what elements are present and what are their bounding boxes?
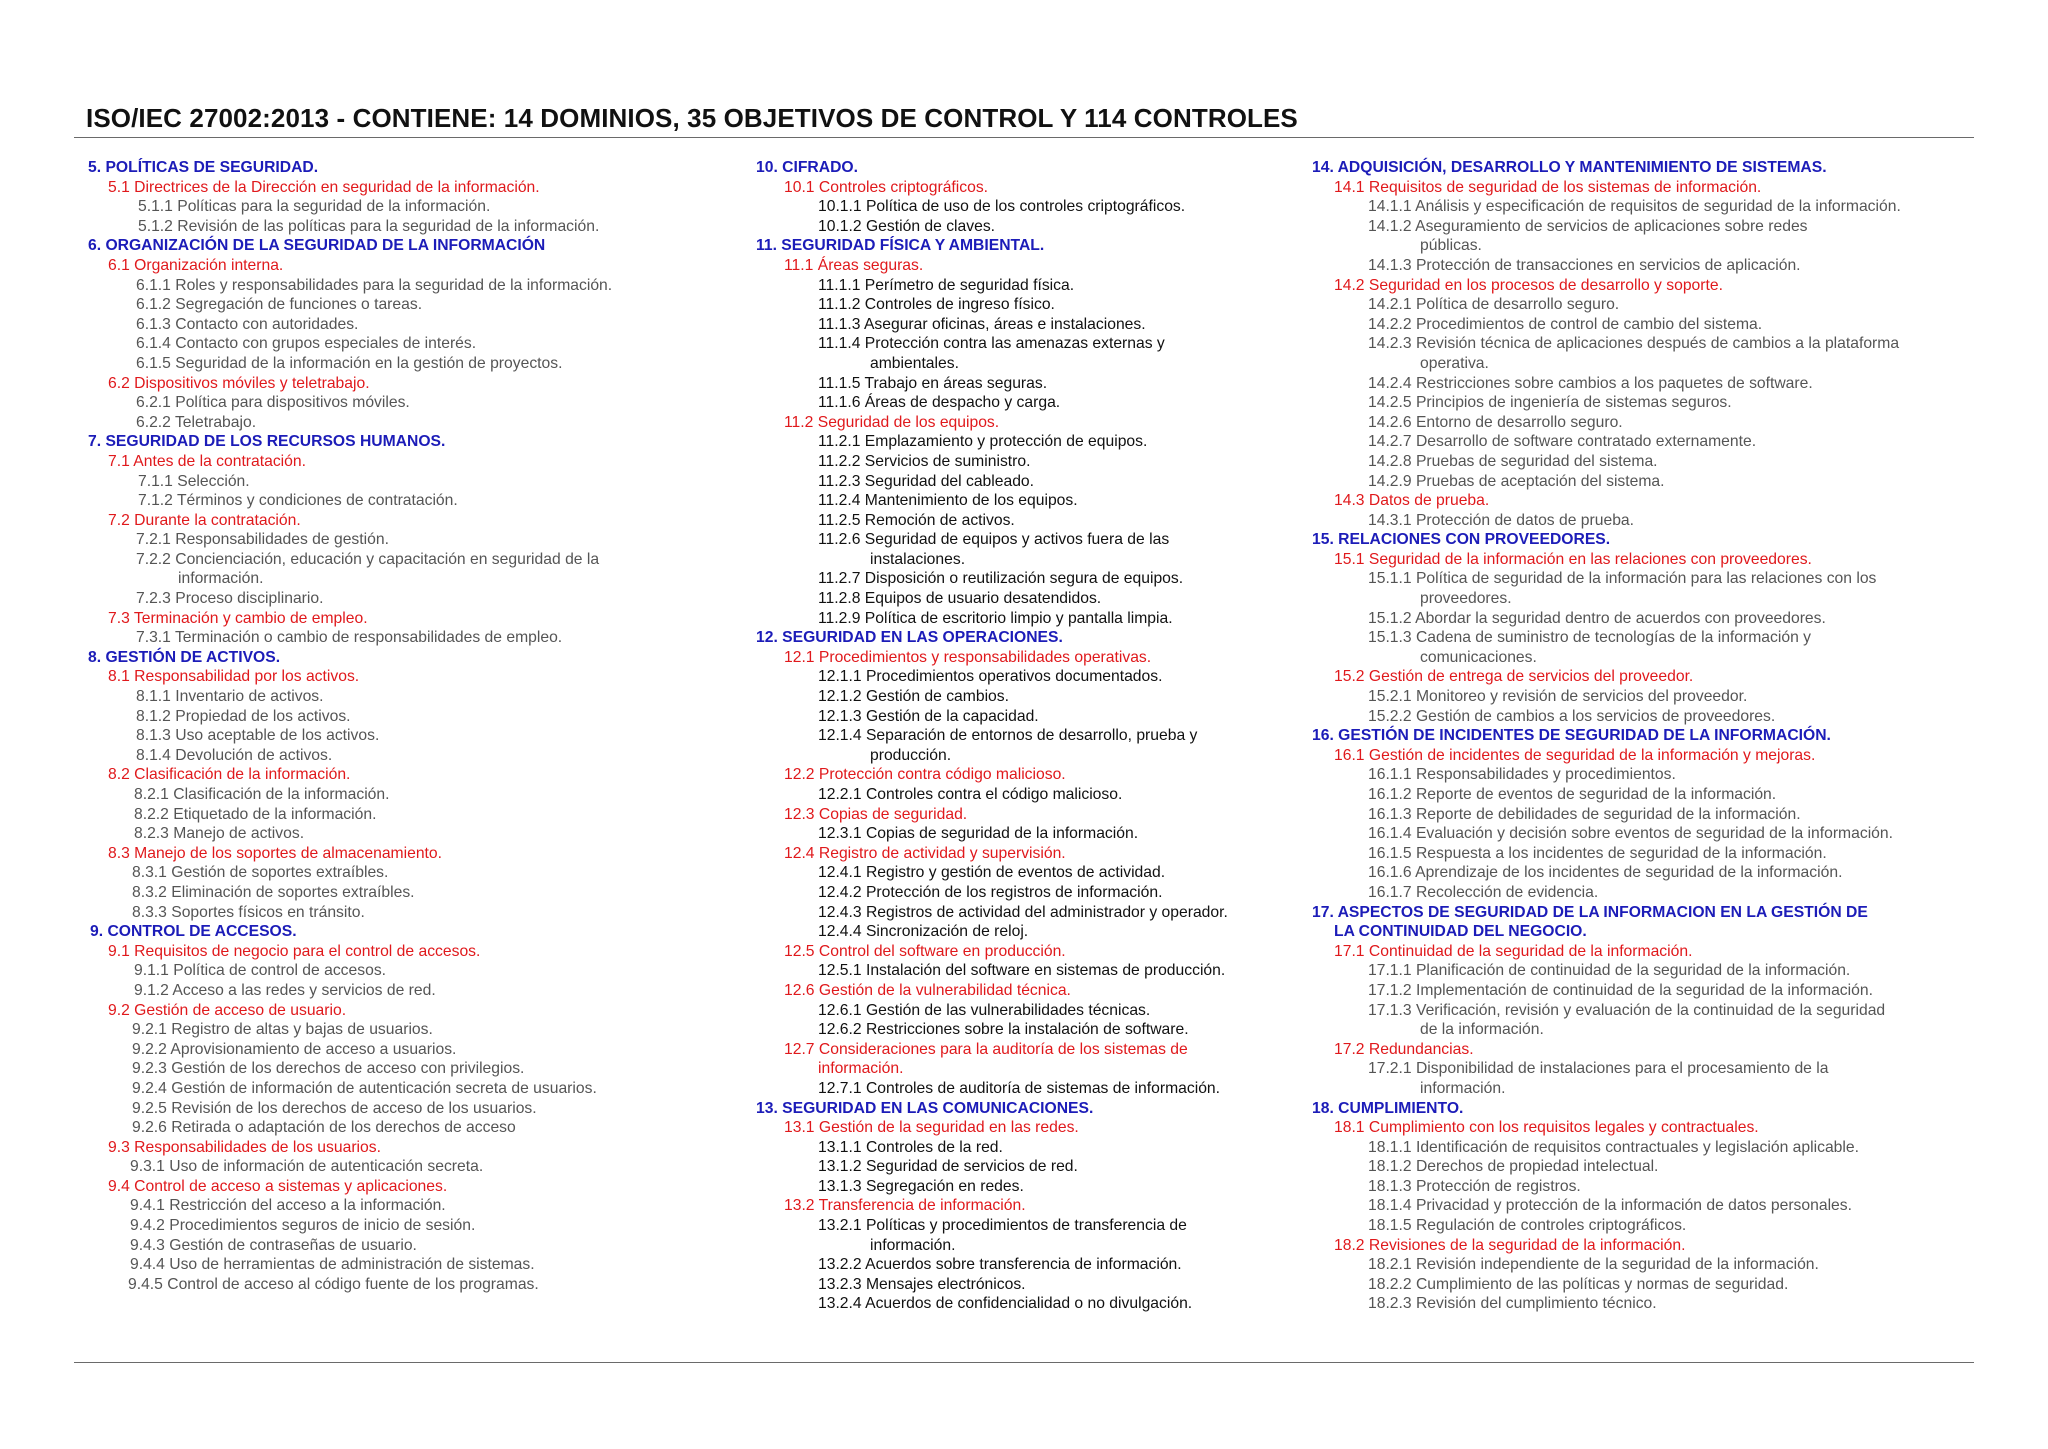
control-item: 14.2.1 Política de desarrollo seguro. bbox=[1368, 296, 1620, 314]
control-item: 7.2.2 Concienciación, educación y capacitación en seguridad de la bbox=[136, 550, 600, 568]
control-item: 14.2.4 Restricciones sobre cambios a los paquetes de software. bbox=[1368, 374, 1813, 392]
domain-heading: 11. SEGURIDAD FÍSICA Y AMBIENTAL. bbox=[756, 237, 1045, 255]
objective-heading: información. bbox=[818, 1060, 904, 1078]
objective-heading: 14.1 Requisitos de seguridad de los sistemas de información. bbox=[1334, 178, 1762, 196]
control-item: 12.1.3 Gestión de la capacidad. bbox=[818, 707, 1039, 725]
control-item: 14.2.9 Pruebas de aceptación del sistema. bbox=[1368, 472, 1665, 490]
control-item: 7.2.1 Responsabilidades de gestión. bbox=[136, 531, 389, 549]
control-item: 12.4.1 Registro y gestión de eventos de actividad. bbox=[818, 864, 1166, 882]
control-item: 12.5.1 Instalación del software en sistemas de producción. bbox=[818, 962, 1226, 980]
objective-heading: 18.1 Cumplimiento con los requisitos legales y contractuales. bbox=[1334, 1119, 1759, 1137]
control-item: 16.1.2 Reporte de eventos de seguridad de la información. bbox=[1368, 786, 1777, 803]
objective-heading: 12.2 Protección contra código malicioso. bbox=[784, 766, 1066, 784]
control-item: 14.1.2 Aseguramiento de servicios de aplicaciones sobre redes bbox=[1368, 217, 1808, 235]
objective-heading: 13.2 Transferencia de información. bbox=[784, 1197, 1026, 1215]
control-item: 8.3.3 Soportes físicos en tránsito. bbox=[132, 903, 365, 921]
control-item: 13.2.1 Políticas y procedimientos de transferencia de bbox=[818, 1217, 1187, 1235]
control-item: 11.2.6 Seguridad de equipos y activos fuera de las bbox=[818, 531, 1170, 549]
control-item: 6.1.3 Contacto con autoridades. bbox=[136, 315, 359, 333]
control-item: 18.1.4 Privacidad y protección de la información de datos personales. bbox=[1368, 1197, 1852, 1215]
control-item: 14.1.3 Protección de transacciones en servicios de aplicación. bbox=[1368, 256, 1801, 274]
domain-heading: 6. ORGANIZACIÓN DE LA SEGURIDAD DE LA INFORMACIÓN bbox=[88, 237, 546, 255]
control-item: 11.2.8 Equipos de usuario desatendidos. bbox=[818, 590, 1102, 608]
control-item: operativa. bbox=[1420, 354, 1489, 372]
control-item: 15.2.2 Gestión de cambios a los servicios de proveedores. bbox=[1368, 707, 1776, 725]
control-item: 16.1.3 Reporte de debilidades de seguridad de la información. bbox=[1368, 805, 1801, 823]
objective-heading: 9.4 Control de acceso a sistemas y aplicaciones. bbox=[108, 1177, 448, 1195]
control-item: producción. bbox=[870, 746, 952, 764]
control-item: 9.2.1 Registro de altas y bajas de usuarios. bbox=[132, 1021, 433, 1039]
control-item: 10.1.2 Gestión de claves. bbox=[818, 217, 996, 235]
control-item: 11.1.2 Controles de ingreso físico. bbox=[818, 296, 1055, 314]
objective-heading: 16.1 Gestión de incidentes de seguridad de la información y mejoras. bbox=[1334, 746, 1816, 764]
objective-heading: 8.3 Manejo de los soportes de almacenamiento. bbox=[108, 844, 442, 862]
domain-heading: 16. GESTIÓN DE INCIDENTES DE SEGURIDAD DE LA INFORMACIÓN. bbox=[1312, 727, 1831, 745]
control-item: 15.1.1 Política de seguridad de la información para las relaciones con los bbox=[1368, 570, 1877, 588]
control-item: ambientales. bbox=[870, 354, 959, 372]
bottom-divider bbox=[74, 1362, 1974, 1363]
domain-heading: 18. CUMPLIMIENTO. bbox=[1312, 1099, 1464, 1117]
control-item: 11.1.3 Asegurar oficinas, áreas e instalaciones. bbox=[818, 315, 1146, 333]
domain-heading: 5. POLÍTICAS DE SEGURIDAD. bbox=[88, 159, 319, 176]
control-item: 6.2.1 Política para dispositivos móviles. bbox=[136, 394, 410, 412]
domain-heading: 8. GESTIÓN DE ACTIVOS. bbox=[88, 648, 281, 666]
control-item: 14.3.1 Protección de datos de prueba. bbox=[1368, 511, 1635, 529]
control-item: 17.1.1 Planificación de continuidad de la seguridad de la información. bbox=[1368, 962, 1851, 980]
control-item: 12.4.2 Protección de los registros de información. bbox=[818, 883, 1163, 901]
control-item: proveedores. bbox=[1420, 590, 1512, 608]
top-divider bbox=[74, 137, 1974, 138]
control-item: 8.1.3 Uso aceptable de los activos. bbox=[136, 727, 380, 745]
objective-heading: 7.1 Antes de la contratación. bbox=[108, 452, 306, 470]
control-item: 18.2.1 Revisión independiente de la seguridad de la información. bbox=[1368, 1256, 1819, 1274]
control-item: 18.1.2 Derechos de propiedad intelectual. bbox=[1368, 1158, 1659, 1176]
control-item: de la información. bbox=[1420, 1021, 1544, 1039]
objective-heading: 13.1 Gestión de la seguridad en las redes. bbox=[784, 1119, 1079, 1137]
objective-heading: 7.3 Terminación y cambio de empleo. bbox=[108, 609, 368, 627]
control-item: 9.4.4 Uso de herramientas de administración de sistemas. bbox=[130, 1256, 535, 1274]
control-item: 12.7.1 Controles de auditoría de sistemas de información. bbox=[818, 1079, 1220, 1097]
objective-heading: 11.1 Áreas seguras. bbox=[784, 256, 924, 274]
control-item: 11.2.5 Remoción de activos. bbox=[818, 511, 1015, 529]
control-item: 6.1.1 Roles y responsabilidades para la seguridad de la información. bbox=[136, 276, 613, 294]
control-item: 11.2.7 Disposición o reutilización segura de equipos. bbox=[818, 570, 1184, 588]
control-item: 14.2.5 Principios de ingeniería de sistemas seguros. bbox=[1368, 394, 1732, 412]
objective-heading: 17.2 Redundancias. bbox=[1334, 1040, 1474, 1058]
control-item: 12.1.1 Procedimientos operativos documentados. bbox=[818, 668, 1163, 686]
objective-heading: 15.2 Gestión de entrega de servicios del proveedor. bbox=[1334, 668, 1694, 686]
control-item: 15.1.3 Cadena de suministro de tecnologías de la información y bbox=[1368, 629, 1812, 647]
objective-heading: 5.1 Directrices de la Dirección en seguridad de la información. bbox=[108, 178, 540, 196]
control-item: 8.3.1 Gestión de soportes extraíbles. bbox=[132, 864, 389, 882]
domain-heading: 9. CONTROL DE ACCESOS. bbox=[90, 923, 297, 941]
domain-heading: 15. RELACIONES CON PROVEEDORES. bbox=[1312, 531, 1611, 549]
objective-heading: 15.1 Seguridad de la información en las relaciones con proveedores. bbox=[1334, 550, 1812, 568]
control-item: 15.2.1 Monitoreo y revisión de servicios del proveedor. bbox=[1368, 688, 1748, 706]
control-item: 9.4.2 Procedimientos seguros de inicio de sesión. bbox=[130, 1217, 476, 1235]
control-item: 14.2.2 Procedimientos de control de cambio del sistema. bbox=[1368, 315, 1763, 333]
control-item: 18.1.5 Regulación de controles criptográficos. bbox=[1368, 1217, 1687, 1235]
objective-heading: 12.3 Copias de seguridad. bbox=[784, 805, 968, 823]
control-item: 18.2.3 Revisión del cumplimiento técnico. bbox=[1368, 1295, 1657, 1313]
objective-heading: 12.7 Consideraciones para la auditoría de los sistemas de bbox=[784, 1040, 1188, 1058]
control-item: 12.1.4 Separación de entornos de desarrollo, prueba y bbox=[818, 727, 1198, 745]
control-item: 9.2.5 Revisión de los derechos de acceso de los usuarios. bbox=[132, 1099, 537, 1117]
control-item: públicas. bbox=[1420, 237, 1482, 255]
control-item: 8.1.2 Propiedad de los activos. bbox=[136, 707, 351, 725]
control-item: 13.2.4 Acuerdos de confidencialidad o no divulgación. bbox=[818, 1295, 1193, 1313]
control-item: 7.1.1 Selección. bbox=[138, 472, 250, 490]
objective-heading: 8.2 Clasificación de la información. bbox=[108, 766, 351, 784]
domain-heading: 10. CIFRADO. bbox=[756, 159, 858, 176]
control-item: 9.1.2 Acceso a las redes y servicios de red. bbox=[134, 981, 436, 999]
control-item: 12.6.1 Gestión de las vulnerabilidades técnicas. bbox=[818, 1001, 1151, 1019]
control-item: 16.1.4 Evaluación y decisión sobre eventos de seguridad de la información. bbox=[1368, 825, 1893, 843]
control-item: información. bbox=[1420, 1079, 1506, 1097]
objective-heading: 12.1 Procedimientos y responsabilidades operativas. bbox=[784, 648, 1152, 666]
objective-heading: 12.5 Control del software en producción. bbox=[784, 942, 1066, 960]
control-item: 13.2.3 Mensajes electrónicos. bbox=[818, 1275, 1026, 1293]
objective-heading: 12.6 Gestión de la vulnerabilidad técnica. bbox=[784, 981, 1071, 999]
control-item: 12.4.3 Registros de actividad del administrador y operador. bbox=[818, 903, 1228, 921]
control-item: 6.1.2 Segregación de funciones o tareas. bbox=[136, 296, 423, 314]
objective-heading: 9.1 Requisitos de negocio para el control de accesos. bbox=[108, 942, 481, 960]
control-item: 11.1.4 Protección contra las amenazas externas y bbox=[818, 335, 1165, 353]
control-item: 13.1.3 Segregación en redes. bbox=[818, 1177, 1024, 1195]
control-item: 16.1.7 Recolección de evidencia. bbox=[1368, 883, 1599, 901]
objective-heading: 10.1 Controles criptográficos. bbox=[784, 178, 989, 196]
control-item: 16.1.6 Aprendizaje de los incidentes de seguridad de la información. bbox=[1368, 864, 1843, 882]
domain-heading: 14. ADQUISICIÓN, DESARROLLO Y MANTENIMIENTO DE SISTEMAS. bbox=[1312, 159, 1827, 176]
control-item: 5.1.2 Revisión de las políticas para la seguridad de la información. bbox=[138, 217, 600, 235]
control-item: 17.2.1 Disponibilidad de instalaciones para el procesamiento de la bbox=[1368, 1060, 1829, 1078]
control-item: 7.1.2 Términos y condiciones de contratación. bbox=[138, 492, 458, 510]
control-item: 11.2.2 Servicios de suministro. bbox=[818, 452, 1031, 470]
control-item: 13.2.2 Acuerdos sobre transferencia de información. bbox=[818, 1256, 1182, 1274]
domain-heading: 7. SEGURIDAD DE LOS RECURSOS HUMANOS. bbox=[88, 433, 446, 451]
objective-heading: 6.1 Organización interna. bbox=[108, 256, 284, 274]
domain-heading: 17. ASPECTOS DE SEGURIDAD DE LA INFORMACION EN LA GESTIÓN DE bbox=[1312, 903, 1868, 921]
control-item: 11.1.5 Trabajo en áreas seguras. bbox=[818, 374, 1048, 392]
objective-heading: 8.1 Responsabilidad por los activos. bbox=[108, 668, 360, 686]
column-domains-10-13 bbox=[756, 158, 1296, 1314]
objective-heading: 9.2 Gestión de acceso de usuario. bbox=[108, 1001, 347, 1019]
control-item: 14.1.1 Análisis y especificación de requisitos de seguridad de la información. bbox=[1368, 198, 1901, 216]
control-item: 16.1.5 Respuesta a los incidentes de seguridad de la información. bbox=[1368, 844, 1827, 862]
control-item: 17.1.3 Verificación, revisión y evaluación de la continuidad de la seguridad bbox=[1368, 1001, 1886, 1019]
control-item: 9.4.3 Gestión de contraseñas de usuario. bbox=[130, 1236, 417, 1254]
control-item: 18.1.1 Identificación de requisitos contractuales y legislación aplicable. bbox=[1368, 1138, 1859, 1156]
objective-heading: 11.2 Seguridad de los equipos. bbox=[784, 413, 1000, 431]
objective-heading: 12.4 Registro de actividad y supervisión. bbox=[784, 844, 1066, 862]
control-item: 11.2.9 Política de escritorio limpio y pantalla limpia. bbox=[818, 609, 1173, 627]
control-item: 8.1.1 Inventario de activos. bbox=[136, 688, 324, 706]
control-item: 11.2.1 Emplazamiento y protección de equipos. bbox=[818, 433, 1148, 451]
control-item: 16.1.1 Responsabilidades y procedimientos. bbox=[1368, 766, 1676, 784]
objective-heading: 14.3 Datos de prueba. bbox=[1334, 492, 1490, 510]
objective-heading: 6.2 Dispositivos móviles y teletrabajo. bbox=[108, 374, 370, 392]
control-item: información. bbox=[178, 570, 264, 588]
control-item: 6.2.2 Teletrabajo. bbox=[136, 413, 257, 431]
control-item: 7.2.3 Proceso disciplinario. bbox=[136, 590, 324, 608]
control-item: 9.2.4 Gestión de información de autenticación secreta de usuarios. bbox=[132, 1079, 597, 1097]
control-item: 11.1.1 Perímetro de seguridad física. bbox=[818, 276, 1075, 294]
control-item: 14.2.8 Pruebas de seguridad del sistema. bbox=[1368, 452, 1658, 470]
control-item: 9.1.1 Política de control de accesos. bbox=[134, 962, 387, 980]
control-item: 17.1.2 Implementación de continuidad de la seguridad de la información. bbox=[1368, 981, 1873, 999]
control-item: 8.3.2 Eliminación de soportes extraíbles. bbox=[132, 883, 415, 901]
control-item: 11.1.6 Áreas de despacho y carga. bbox=[818, 394, 1061, 412]
objective-heading: 7.2 Durante la contratación. bbox=[108, 511, 301, 529]
control-item: 8.2.2 Etiquetado de la información. bbox=[134, 805, 377, 823]
control-item: información. bbox=[870, 1236, 956, 1254]
control-item: 11.2.3 Seguridad del cableado. bbox=[818, 472, 1035, 490]
control-item: 13.1.2 Seguridad de servicios de red. bbox=[818, 1158, 1078, 1176]
control-item: 9.2.3 Gestión de los derechos de acceso con privilegios. bbox=[132, 1060, 525, 1078]
objective-heading: 14.2 Seguridad en los procesos de desarrollo y soporte. bbox=[1334, 276, 1723, 294]
control-item: 5.1.1 Políticas para la seguridad de la información. bbox=[138, 198, 491, 216]
domain-heading: LA CONTINUIDAD DEL NEGOCIO. bbox=[1334, 923, 1587, 941]
objective-heading: 9.3 Responsabilidades de los usuarios. bbox=[108, 1138, 381, 1156]
control-item: 8.1.4 Devolución de activos. bbox=[136, 746, 333, 764]
domain-heading: 12. SEGURIDAD EN LAS OPERACIONES. bbox=[756, 629, 1063, 647]
control-item: 9.3.1 Uso de información de autenticación secreta. bbox=[130, 1158, 484, 1176]
control-item: 9.2.2 Aprovisionamiento de acceso a usuarios. bbox=[132, 1040, 457, 1058]
column-domains-5-9 bbox=[88, 158, 668, 1294]
control-item: 12.2.1 Controles contra el código malicioso. bbox=[818, 786, 1123, 803]
control-item: 18.2.2 Cumplimiento de las políticas y normas de seguridad. bbox=[1368, 1275, 1789, 1293]
control-item: 9.4.5 Control de acceso al código fuente de los programas. bbox=[128, 1275, 539, 1293]
control-item: 7.3.1 Terminación o cambio de responsabilidades de empleo. bbox=[136, 629, 563, 647]
control-item: 12.1.2 Gestión de cambios. bbox=[818, 688, 1009, 706]
column-domains-14-18 bbox=[1312, 158, 2012, 1314]
control-item: 14.2.7 Desarrollo de software contratado externamente. bbox=[1368, 433, 1757, 451]
control-item: 12.4.4 Sincronización de reloj. bbox=[818, 923, 1029, 941]
control-item: 9.4.1 Restricción del acceso a la información. bbox=[130, 1197, 446, 1215]
control-item: 8.2.1 Clasificación de la información. bbox=[134, 786, 390, 803]
control-item: 14.2.3 Revisión técnica de aplicaciones después de cambios a la plataforma bbox=[1368, 335, 1900, 353]
control-item: 13.1.1 Controles de la red. bbox=[818, 1138, 1003, 1156]
control-item: 12.3.1 Copias de seguridad de la información. bbox=[818, 825, 1139, 843]
control-item: 9.2.6 Retirada o adaptación de los derechos de acceso bbox=[132, 1119, 516, 1137]
control-item: instalaciones. bbox=[870, 550, 966, 568]
control-item: 18.1.3 Protección de registros. bbox=[1368, 1177, 1581, 1195]
objective-heading: 18.2 Revisiones de la seguridad de la información. bbox=[1334, 1236, 1686, 1254]
document-title: ISO/IEC 27002:2013 - CONTIENE: 14 DOMINIOS, 35 OBJETIVOS DE CONTROL Y 114 CONTROLES bbox=[86, 103, 1298, 133]
control-item: 11.2.4 Mantenimiento de los equipos. bbox=[818, 492, 1078, 510]
control-item: 10.1.1 Política de uso de los controles criptográficos. bbox=[818, 198, 1186, 216]
control-item: comunicaciones. bbox=[1420, 648, 1537, 666]
control-item: 6.1.5 Seguridad de la información en la gestión de proyectos. bbox=[136, 354, 563, 372]
control-item: 8.2.3 Manejo de activos. bbox=[134, 825, 305, 843]
control-item: 12.6.2 Restricciones sobre la instalación de software. bbox=[818, 1021, 1189, 1039]
control-item: 6.1.4 Contacto con grupos especiales de interés. bbox=[136, 335, 477, 353]
control-item: 15.1.2 Abordar la seguridad dentro de acuerdos con proveedores. bbox=[1368, 609, 1826, 627]
domain-heading: 13. SEGURIDAD EN LAS COMUNICACIONES. bbox=[756, 1099, 1094, 1117]
objective-heading: 17.1 Continuidad de la seguridad de la información. bbox=[1334, 942, 1693, 960]
control-item: 14.2.6 Entorno de desarrollo seguro. bbox=[1368, 413, 1623, 431]
